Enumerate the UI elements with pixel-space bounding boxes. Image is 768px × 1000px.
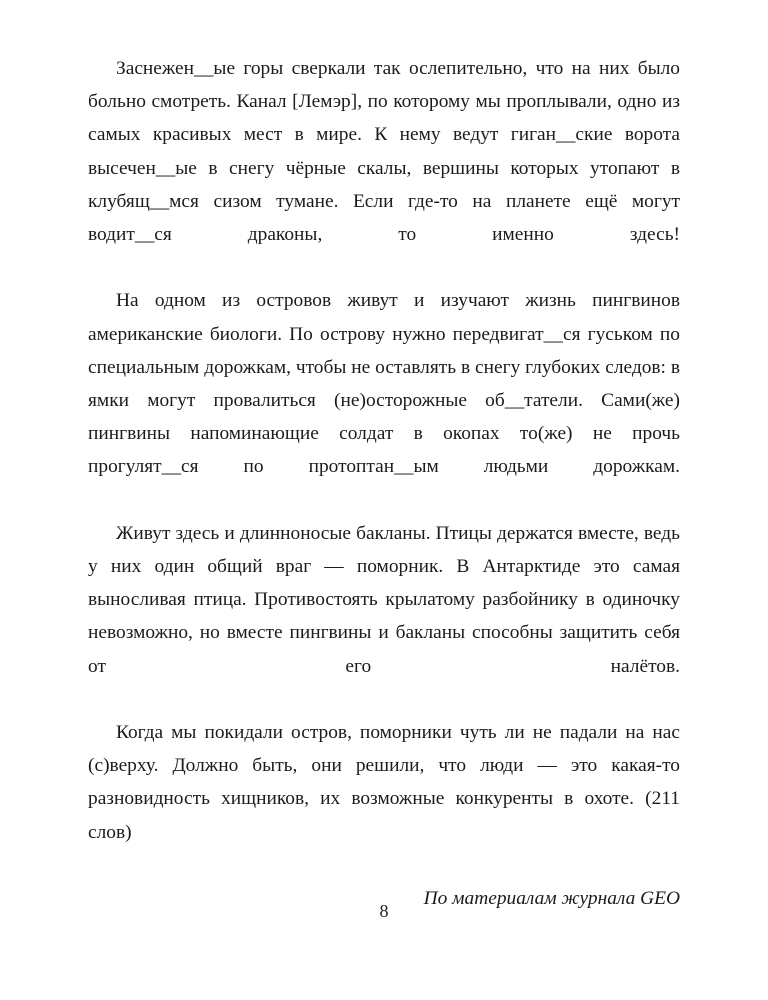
paragraph-2: На одном из островов живут и изучают жизнь пингвинов американские биологи. По острову нужно передвигат__ся гуськом по специальным дорожкам, чтобы не оставлять в снегу глубоких следов: в ямки могут провалиться (не)осторожные об__татели. Сами(же) пингвины напоминающие солдат в окопах то(же) не прочь прогулят__ся по протоптан__ым людьми дорожкам. [88,290,680,478]
source-attribution: По материалам журнала GEO [423,888,680,910]
paragraph-3: Живут здесь и длинноносые бакланы. Птицы держатся вместе, ведь у них один общий враг — поморник. В Антарктиде это самая выносливая птица. Противостоять крылатому разбойнику в одиночку невозможно, но вместе пингвины и бакланы способны защитить себя от его налётов. [88,522,680,677]
body-text-column [88,52,680,935]
paragraph-4: Когда мы покидали остров, поморники чуть ли не падали на нас (с)верху. Должно быть, они решили, что люди — это какая-то разновидность хищников, их возможные конкуренты в охоте. (211 слов) [88,722,680,843]
page-number: 8 [379,901,389,921]
paragraph-1: Заснежен__ые горы сверкали так ослепительно, что на них было больно смотреть. Канал [Лемэр], по которому мы проплывали, одно из самых красивых мест в мире. К нему ведут гиган__ские ворота высечен__ые в снегу чёрные скалы, вершины которых утопают в клубящ__мся сизом тумане. Если где-то на планете ещё могут водит__ся драконы, то именно здесь! [88,58,680,246]
